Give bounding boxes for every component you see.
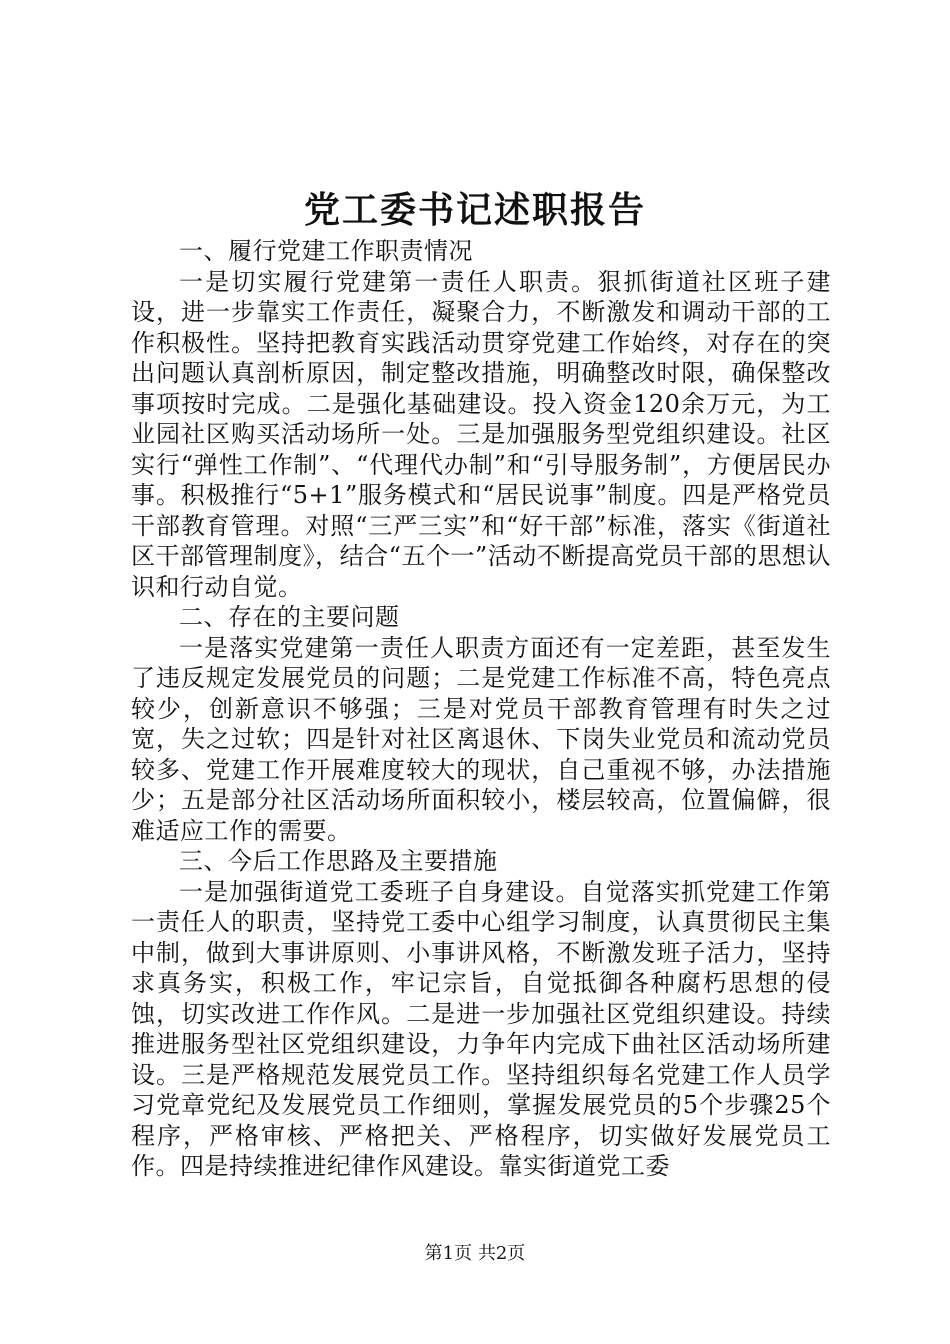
section-1 — [131, 236, 831, 602]
section-paragraph: 一是加强街道党工委班子自身建设。自觉落实抓党建工作第一责任人的职责，坚持党工委中心组学习制度，认真贯彻民主集中制，做到大事讲原则、小事讲风格，不断激发班子活力，坚持求真务实，积极工作，牢记宗旨，自觉抵御各种腐朽思想的侵蚀，切实改进工作作风。二是进一步加强社区党组织建设。持续推进服务型社区党组织建设，力争年内完成下曲社区活动场所建设。三是严格规范发展党员工作。坚持组织每名党建工作人员学习党章党纪及发展党员工作细则，掌握发展党员的5个步骤25个程序，严格审核、严格把关、严格程序，切实做好发展党员工作。四是持续推进纪律作风建设。靠实街道党工委 — [131, 877, 831, 1180]
document-title: 党工委书记述职报告 — [303, 189, 646, 231]
document-body — [131, 236, 831, 1182]
section-paragraph: 一是落实党建第一责任人职责方面还有一定差距，甚至发生了违反规定发展党员的问题；二是党建工作标准不高，特色亮点较少，创新意识不够强；三是对党员干部教育管理有时失之过宽，失之过软；四是针对社区离退休、下岗失业党员和流动党员较多、党建工作开展难度较大的现状，自己重视不够，办法措施少；五是部分社区活动场所面积较小，楼层较高，位置偏僻，很难适应工作的需要。 — [131, 633, 831, 845]
page-number: 第1页 共2页 — [424, 1243, 526, 1264]
section-3 — [131, 846, 831, 1182]
section-heading: 三、今后工作思路及主要措施 — [179, 847, 498, 875]
section-2 — [131, 602, 831, 846]
section-paragraph: 一是切实履行党建第一责任人职责。狠抓街道社区班子建设，进一步靠实工作责任，凝聚合力，不断激发和调动干部的工作积极性。坚持把教育实践活动贯穿党建工作始终，对存在的突出问题认真剖析原因，制定整改措施，明确整改时限，确保整改事项按时完成。二是强化基础建设。投入资金120余万元，为工业园社区购买活动场所一处。三是加强服务型党组织建设。社区实行“弹性工作制”、“代理代办制”和“引导服务制”，方便居民办事。积极推行“5+1”服务模式和“居民说事”制度。四是严格党员干部教育管理。对照“三严三实”和“好干部”标准，落实《街道社区干部管理制度》，结合“五个一”活动不断提高党员干部的思想认识和行动自觉。 — [131, 267, 831, 601]
section-heading: 二、存在的主要问题 — [179, 603, 400, 631]
section-heading: 一、履行党建工作职责情况 — [179, 237, 473, 265]
